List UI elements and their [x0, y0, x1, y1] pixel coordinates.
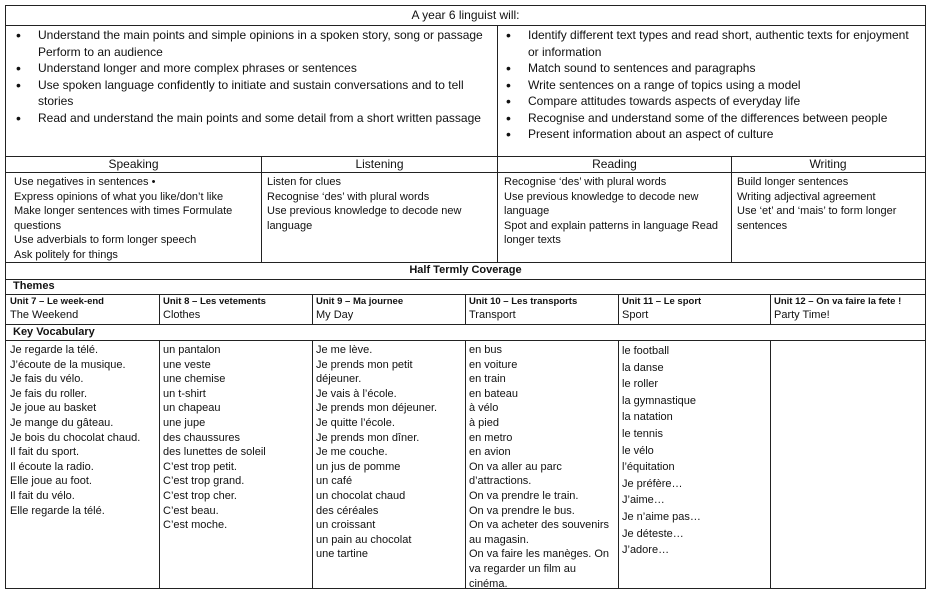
vocab-item: Je prends mon dîner.	[316, 431, 420, 444]
unit-header	[10, 295, 157, 322]
objective-right-item: • Identify different text types and read short, authentic texts for enjoyment or information	[502, 27, 922, 60]
unit-english: Transport	[469, 309, 516, 321]
vocab-item: Elle regarde la télé.	[10, 504, 105, 517]
vocab-item: J’écoute de la musique.	[10, 358, 126, 371]
vocab-item: le roller	[622, 378, 659, 391]
vocab-item: au magasin.	[469, 533, 529, 546]
unit-header	[622, 295, 768, 322]
vocab-item: un pantalon	[163, 344, 221, 356]
reading-item: Recognise ‘des’ with plural words	[504, 176, 667, 188]
vocab-item: d’attractions.	[469, 475, 532, 488]
vocab-item: le vélo	[622, 444, 654, 457]
vocab-item: Je mange du gâteau.	[10, 416, 114, 429]
unit-english: Sport	[622, 309, 649, 321]
speaking-list	[10, 174, 260, 263]
vocab-item: Je n’aime pas…	[622, 510, 701, 523]
vocab-item: une jupe	[163, 416, 206, 429]
unit-english: Clothes	[163, 309, 201, 321]
vocab-item: On va acheter des souvenirs	[469, 519, 610, 532]
vocab-item: Je bois du chocolat chaud.	[10, 431, 141, 444]
vocab-column	[770, 342, 925, 344]
vocab-item: un croissant	[316, 519, 376, 532]
unit-header	[163, 295, 310, 322]
vocab-item: des céréales	[316, 504, 379, 517]
vocab-item: un café	[316, 475, 353, 488]
objectives-left	[12, 27, 496, 126]
vocab-item: Elle joue au foot.	[10, 475, 92, 488]
writing-item: Use ‘et’ and ‘mais’ to form longer sentences	[737, 205, 897, 232]
vocab-item: Je vais à l’école.	[316, 387, 397, 400]
reading-header: Reading	[592, 157, 637, 171]
speaking-item: Use negatives in sentences •	[14, 176, 156, 188]
vocab-item: un t-shirt	[163, 387, 206, 400]
listening-item: Listen for clues	[267, 176, 341, 188]
listening-item: Use previous knowledge to decode new language	[267, 205, 462, 232]
reading-list	[500, 174, 730, 249]
unit-name: Unit 9 – Ma journee	[316, 296, 404, 307]
vocab-item: On va prendre le train.	[469, 489, 579, 502]
writing-item: Writing adjectival agreement	[737, 190, 876, 203]
vocab-item: une tartine	[316, 548, 368, 561]
vocab-item: Je quitte l’école.	[316, 416, 395, 429]
objective-left-item: • Understand the main points and simple opinions in a spoken story, song or passage Perform to an audience	[12, 27, 496, 60]
vocab-item: On va faire les manèges. On	[469, 548, 610, 561]
vocab-item: un chocolat chaud	[316, 489, 406, 502]
vocab-item: Je préfère…	[622, 477, 683, 490]
vocab-item: l’équitation	[622, 461, 675, 474]
vocab-item: C’est trop grand.	[163, 475, 245, 488]
vocab-item: une chemise	[163, 373, 226, 386]
speaking-item: Make longer sentences with times Formulate questions	[14, 205, 233, 232]
vocab-item: Je fais du roller.	[10, 387, 88, 400]
reading-item: Spot and explain patterns in language Read longer texts	[504, 219, 719, 246]
vocab-item: Je me couche.	[316, 446, 388, 459]
vocab-item: cinéma.	[469, 577, 508, 590]
unit-header	[469, 295, 616, 322]
vocab-item: en bateau	[469, 387, 518, 400]
objective-right-item: • Write sentences on a range of topics using a model	[502, 77, 922, 94]
objective-left-item: • Use spoken language confidently to initiate and sustain conversations and to tell stories	[12, 77, 496, 110]
speaking-item: Use adverbials to form longer speech	[14, 234, 197, 246]
vocab-item: Je prends mon petit	[316, 358, 413, 371]
vocab-item: la natation	[622, 411, 673, 424]
vocab-item: Je joue au basket	[10, 402, 97, 415]
vocab-item: Il écoute la radio.	[10, 460, 94, 473]
vocab-item: une veste	[163, 358, 211, 371]
vocab-column	[159, 342, 312, 534]
vocab-item: des chaussures	[163, 431, 241, 444]
speaking-item: Ask politely for things	[14, 248, 118, 261]
vocab-item: en bus	[469, 344, 503, 356]
vocab-item: le football	[622, 345, 670, 357]
listening-item: Recognise ‘des’ with plural words	[267, 190, 430, 203]
curriculum-document	[5, 5, 926, 589]
vocab-item: J’adore…	[622, 544, 670, 557]
unit-header	[316, 295, 463, 322]
vocab-item: va regarder un film au	[469, 562, 576, 575]
listening-list	[263, 174, 497, 234]
objective-right-item: • Compare attitudes towards aspects of everyday life	[502, 93, 922, 110]
vocab-item: la gymnastique	[622, 394, 696, 407]
unit-english: Party Time!	[774, 309, 830, 321]
vocab-item: en avion	[469, 446, 511, 459]
vocab-item: Je déteste…	[622, 527, 684, 540]
vocab-item: en train	[469, 373, 506, 386]
vocab-item: On va prendre le bus.	[469, 504, 575, 517]
vocab-item: le tennis	[622, 427, 663, 440]
unit-english: The Weekend	[10, 309, 79, 321]
writing-item: Build longer sentences	[737, 176, 849, 188]
objectives-right	[502, 27, 922, 143]
unit-name: Unit 8 – Les vetements	[163, 296, 266, 307]
unit-name: Unit 10 – Les transports	[469, 296, 578, 307]
themes-label: Themes	[13, 280, 55, 292]
vocab-item: Je prends mon déjeuner.	[316, 402, 438, 415]
coverage-title: Half Termly Coverage	[409, 264, 522, 276]
page-title: A year 6 linguist will:	[6, 6, 925, 25]
vocab-item: On va aller au parc	[469, 460, 562, 473]
reading-item: Use previous knowledge to decode new language	[504, 190, 699, 217]
vocab-item: des lunettes de soleil	[163, 446, 266, 459]
vocab-item: en metro	[469, 431, 513, 444]
objective-right-item: • Present information about an aspect of culture	[502, 126, 922, 143]
vocab-item: Je regarde la télé.	[10, 344, 99, 356]
vocab-item: J’aime…	[622, 494, 665, 507]
unit-name: Unit 7 – Le week-end	[10, 296, 104, 307]
vocab-item: Je fais du vélo.	[10, 373, 84, 386]
unit-header	[774, 295, 923, 322]
vocab-item: Il fait du sport.	[10, 446, 80, 459]
vocab-item: à pied	[469, 416, 499, 429]
vocab-column	[312, 342, 465, 563]
objective-right-item: • Match sound to sentences and paragraphs	[502, 60, 922, 77]
unit-name: Unit 11 – Le sport	[622, 296, 702, 307]
vocab-item: Je me lève.	[316, 344, 373, 356]
listening-header: Listening	[355, 157, 404, 171]
vocab-item: un chapeau	[163, 402, 221, 415]
writing-list	[733, 174, 923, 234]
vocab-column	[6, 342, 159, 519]
vocab-item: C’est moche.	[163, 519, 228, 532]
vocab-item: la danse	[622, 361, 664, 374]
vocab-column	[465, 342, 618, 592]
speaking-item: Express opinions of what you like/don’t like	[14, 190, 224, 203]
objective-left-item: • Understand longer and more complex phrases or sentences	[12, 60, 496, 77]
vocab-column	[618, 342, 770, 560]
objective-left-item: • Read and understand the main points and some detail from a short written passage	[12, 110, 496, 127]
vocab-item: un jus de pomme	[316, 460, 401, 473]
vocab-item: un pain au chocolat	[316, 533, 412, 546]
unit-english: My Day	[316, 309, 354, 321]
vocab-item: C’est trop petit.	[163, 460, 237, 473]
writing-header: Writing	[809, 157, 847, 171]
vocab-item: à vélo	[469, 402, 499, 415]
speaking-header: Speaking	[108, 157, 159, 171]
vocab-item: C’est trop cher.	[163, 489, 237, 502]
vocab-item: en voiture	[469, 358, 518, 371]
unit-name: Unit 12 – On va faire la fete !	[774, 296, 902, 307]
vocab-item: C’est beau.	[163, 504, 219, 517]
vocab-item: Il fait du vélo.	[10, 489, 75, 502]
objective-right-item: • Recognise and understand some of the differences between people	[502, 110, 922, 127]
vocab-label: Key Vocabulary	[13, 326, 95, 338]
vocab-item: déjeuner.	[316, 373, 362, 386]
